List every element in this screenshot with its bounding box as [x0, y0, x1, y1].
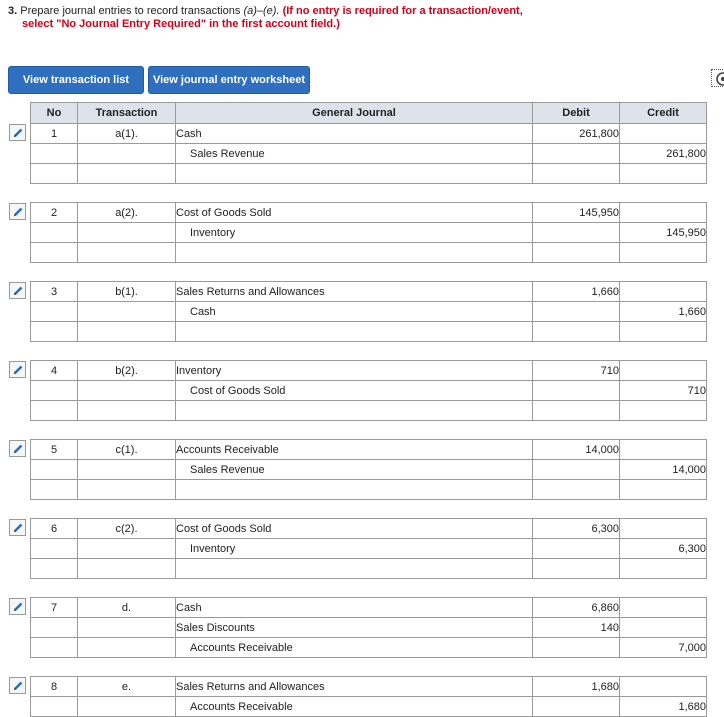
entry-number — [31, 223, 78, 243]
instruction-emphasis-1: (If no entry is required for a transaction/event, — [282, 5, 523, 17]
account-name: Sales Discounts — [176, 618, 533, 638]
journal-line-row — [31, 440, 707, 460]
entry-spacer — [31, 579, 707, 598]
journal-line-row — [31, 677, 707, 697]
debit-amount — [533, 480, 620, 500]
entry-number — [31, 618, 78, 638]
instruction-text: Prepare journal entries to record transactions — [20, 5, 241, 17]
entry-number: 4 — [31, 361, 78, 381]
credit-amount — [620, 519, 707, 539]
journal-line-row — [31, 223, 707, 243]
credit-amount — [620, 401, 707, 421]
entry-number — [31, 302, 78, 322]
debit-amount: 261,800 — [533, 124, 620, 144]
debit-amount — [533, 460, 620, 480]
entry-transaction — [78, 243, 176, 263]
view-transaction-list-button[interactable]: View transaction list — [8, 66, 144, 94]
journal-line-row — [31, 322, 707, 342]
entry-number — [31, 460, 78, 480]
header-no: No — [31, 103, 78, 124]
credit-amount: 710 — [620, 381, 707, 401]
entry-transaction — [78, 638, 176, 658]
credit-amount — [620, 243, 707, 263]
debit-amount — [533, 539, 620, 559]
journal-line-row — [31, 203, 707, 223]
view-journal-entry-worksheet-button[interactable]: View journal entry worksheet — [148, 66, 310, 94]
pencil-icon[interactable] — [9, 282, 26, 299]
account-name: Accounts Receivable — [176, 440, 533, 460]
journal-line-row — [31, 480, 707, 500]
journal-line-row — [31, 559, 707, 579]
credit-amount: 1,680 — [620, 697, 707, 717]
entry-number — [31, 381, 78, 401]
entry-number — [31, 322, 78, 342]
entry-transaction — [78, 697, 176, 717]
entry-number: 3 — [31, 282, 78, 302]
journal-line-row — [31, 243, 707, 263]
journal-line-row — [31, 697, 707, 717]
entry-number: 5 — [31, 440, 78, 460]
entry-number — [31, 697, 78, 717]
entry-transaction — [78, 618, 176, 638]
account-name: Inventory — [176, 539, 533, 559]
journal-line-row — [31, 519, 707, 539]
entry-number — [31, 559, 78, 579]
entry-transaction — [78, 480, 176, 500]
account-name — [176, 559, 533, 579]
pencil-icon[interactable] — [9, 124, 26, 141]
entry-spacer — [31, 263, 707, 282]
entry-transaction — [78, 539, 176, 559]
account-name: Cost of Goods Sold — [176, 381, 533, 401]
instruction-emphasis-2: select "No Journal Entry Required" in the first account field.) — [22, 18, 340, 30]
account-name: Sales Returns and Allowances — [176, 282, 533, 302]
table-header-row — [31, 103, 707, 124]
debit-amount — [533, 223, 620, 243]
debit-amount: 6,300 — [533, 519, 620, 539]
credit-amount — [620, 361, 707, 381]
entry-transaction — [78, 144, 176, 164]
entry-transaction: b(2). — [78, 361, 176, 381]
account-name: Sales Revenue — [176, 144, 533, 164]
credit-amount — [620, 618, 707, 638]
journal-line-row — [31, 361, 707, 381]
entry-spacer — [31, 500, 707, 519]
entry-transaction — [78, 164, 176, 184]
entry-number — [31, 144, 78, 164]
account-name: Cost of Goods Sold — [176, 519, 533, 539]
entry-number: 2 — [31, 203, 78, 223]
pencil-icon[interactable] — [9, 598, 26, 615]
entry-transaction — [78, 322, 176, 342]
debit-amount: 14,000 — [533, 440, 620, 460]
journal-line-row — [31, 282, 707, 302]
account-name — [176, 480, 533, 500]
header-debit: Debit — [533, 103, 620, 124]
credit-amount — [620, 322, 707, 342]
account-name: Cash — [176, 302, 533, 322]
entry-number — [31, 480, 78, 500]
entry-number: 1 — [31, 124, 78, 144]
debit-amount: 1,680 — [533, 677, 620, 697]
credit-amount — [620, 124, 707, 144]
entry-transaction — [78, 559, 176, 579]
credit-amount: 1,660 — [620, 302, 707, 322]
entry-number — [31, 243, 78, 263]
entry-spacer — [31, 342, 707, 361]
entry-number — [31, 539, 78, 559]
debit-amount — [533, 559, 620, 579]
entry-number — [31, 401, 78, 421]
journal-line-row — [31, 302, 707, 322]
debit-amount — [533, 164, 620, 184]
debit-amount — [533, 302, 620, 322]
debit-amount: 6,860 — [533, 598, 620, 618]
entry-number: 7 — [31, 598, 78, 618]
instruction-range: (a)–(e). — [243, 5, 280, 17]
debit-amount: 145,950 — [533, 203, 620, 223]
credit-amount — [620, 282, 707, 302]
journal-line-row — [31, 539, 707, 559]
debit-amount — [533, 243, 620, 263]
account-name: Inventory — [176, 361, 533, 381]
pencil-icon[interactable] — [9, 203, 26, 220]
entry-transaction: e. — [78, 677, 176, 697]
account-name — [176, 243, 533, 263]
entry-spacer — [31, 658, 707, 677]
debit-amount — [533, 322, 620, 342]
header-credit: Credit — [620, 103, 707, 124]
account-name — [176, 322, 533, 342]
entry-spacer — [31, 184, 707, 203]
credit-amount: 261,800 — [620, 144, 707, 164]
account-name: Sales Returns and Allowances — [176, 677, 533, 697]
credit-amount — [620, 677, 707, 697]
journal-line-row — [31, 164, 707, 184]
credit-amount — [620, 559, 707, 579]
debit-amount: 1,660 — [533, 282, 620, 302]
entry-transaction — [78, 223, 176, 243]
debit-amount — [533, 638, 620, 658]
entry-number — [31, 638, 78, 658]
debit-amount — [533, 144, 620, 164]
entry-transaction — [78, 460, 176, 480]
credit-amount — [620, 164, 707, 184]
journal-line-row — [31, 144, 707, 164]
account-name: Cash — [176, 598, 533, 618]
account-name: Accounts Receivable — [176, 697, 533, 717]
settings-icon[interactable] — [711, 69, 724, 87]
entry-transaction: d. — [78, 598, 176, 618]
pencil-icon[interactable] — [9, 440, 26, 457]
entry-transaction: c(1). — [78, 440, 176, 460]
debit-amount: 140 — [533, 618, 620, 638]
entry-transaction: c(2). — [78, 519, 176, 539]
entry-number: 6 — [31, 519, 78, 539]
debit-amount — [533, 401, 620, 421]
account-name: Cost of Goods Sold — [176, 203, 533, 223]
entry-number — [31, 164, 78, 184]
entry-transaction: a(1). — [78, 124, 176, 144]
credit-amount — [620, 480, 707, 500]
instructions — [8, 5, 708, 31]
journal-line-row — [31, 460, 707, 480]
account-name: Accounts Receivable — [176, 638, 533, 658]
general-journal-table — [30, 102, 707, 717]
pencil-icon[interactable] — [9, 519, 26, 536]
entry-transaction: a(2). — [78, 203, 176, 223]
journal-line-row — [31, 618, 707, 638]
header-transaction: Transaction — [78, 103, 176, 124]
entry-transaction — [78, 401, 176, 421]
entry-transaction: b(1). — [78, 282, 176, 302]
entry-transaction — [78, 381, 176, 401]
entry-spacer — [31, 421, 707, 440]
credit-amount: 7,000 — [620, 638, 707, 658]
journal-line-row — [31, 381, 707, 401]
credit-amount: 145,950 — [620, 223, 707, 243]
credit-amount: 14,000 — [620, 460, 707, 480]
entry-transaction — [78, 302, 176, 322]
credit-amount — [620, 203, 707, 223]
account-name — [176, 164, 533, 184]
debit-amount — [533, 697, 620, 717]
pencil-icon[interactable] — [9, 361, 26, 378]
account-name: Sales Revenue — [176, 460, 533, 480]
debit-amount — [533, 381, 620, 401]
debit-amount: 710 — [533, 361, 620, 381]
question-number: 3. — [8, 5, 18, 17]
journal-line-row — [31, 638, 707, 658]
header-general-journal: General Journal — [176, 103, 533, 124]
account-name: Cash — [176, 124, 533, 144]
journal-line-row — [31, 124, 707, 144]
journal-line-row — [31, 401, 707, 421]
account-name — [176, 401, 533, 421]
credit-amount: 6,300 — [620, 539, 707, 559]
credit-amount — [620, 440, 707, 460]
pencil-icon[interactable] — [9, 677, 26, 694]
account-name: Inventory — [176, 223, 533, 243]
entry-number: 8 — [31, 677, 78, 697]
